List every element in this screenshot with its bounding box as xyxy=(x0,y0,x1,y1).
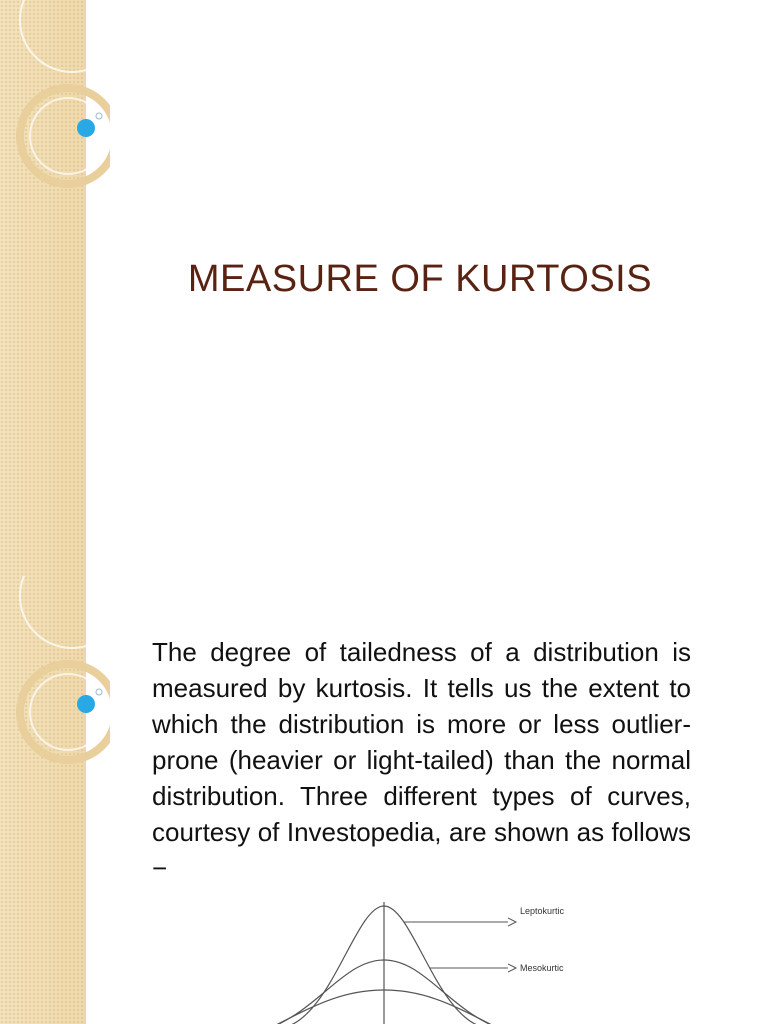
blue-dot-icon xyxy=(77,695,95,713)
slide-kurtosis-definition xyxy=(0,576,768,1024)
kurtosis-curves-figure xyxy=(270,898,600,1024)
blue-dot-icon xyxy=(77,119,95,137)
page-title: MEASURE OF KURTOSIS xyxy=(187,258,653,300)
leptokurtic-arrowhead xyxy=(508,918,516,926)
kurtosis-paragraph: The degree of tailedness of a distribution is measured by kurtosis. It tells us the extent to which the distribution is more or less outlier-prone (heavier or light-tailed) than the normal distribution. Three different types of curves, courtesy of Investopedia, are shown as follows − xyxy=(152,637,691,883)
leptokurtic-label: Leptokurtic xyxy=(520,906,565,916)
mesokurtic-arrowhead xyxy=(508,964,516,972)
mesokurtic-label: Mesokurtic xyxy=(520,963,564,973)
ring-decoration-icon xyxy=(0,576,110,776)
ring-decoration-icon xyxy=(0,0,110,200)
